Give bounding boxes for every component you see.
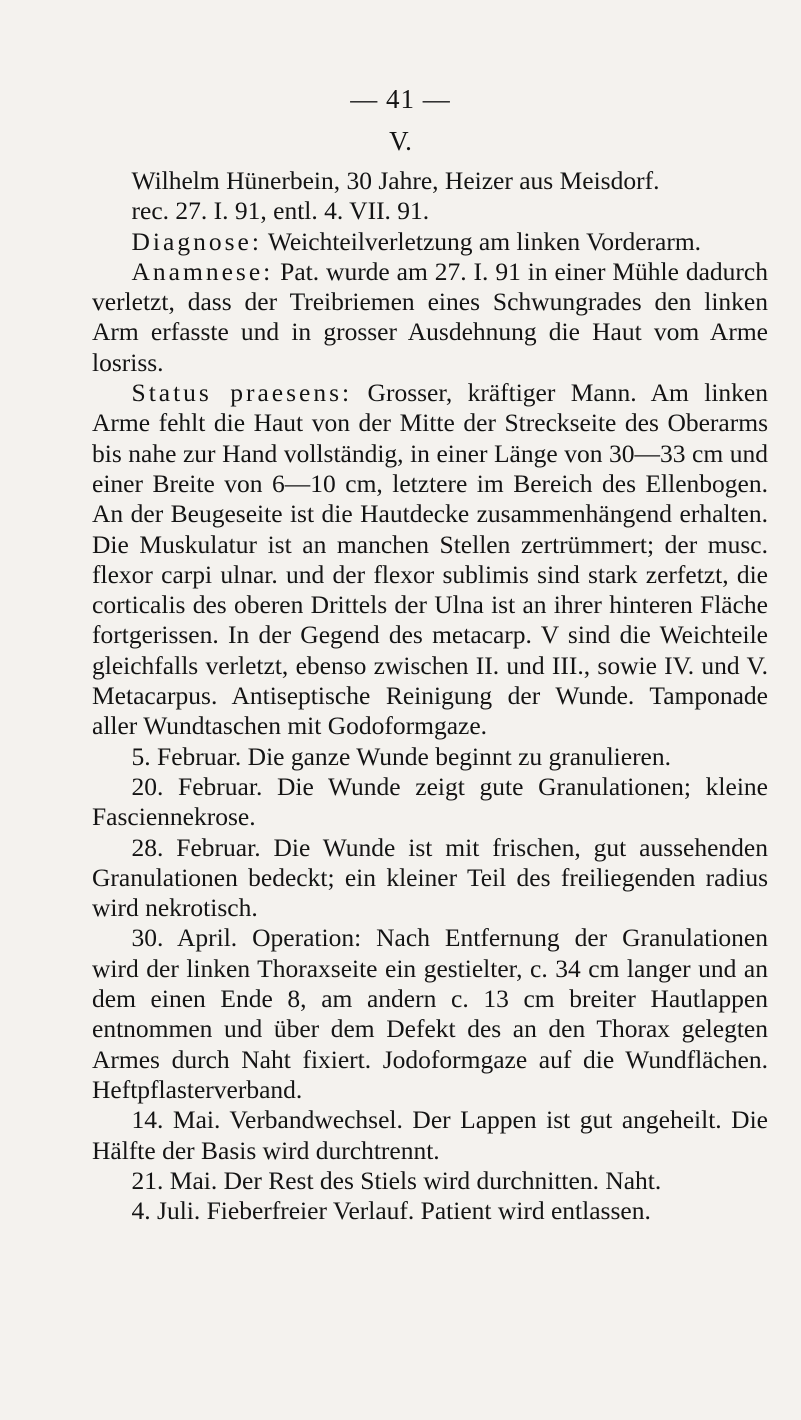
page-number: — 41 — [350, 84, 451, 114]
admission-line: rec. 27. I. 91, entl. 4. VII. 91. [131, 196, 430, 226]
entry-may-21: 21. Mai. Der Rest des Stiels wird durchnitten. Naht. [131, 1165, 662, 1195]
entry-feb-28: 28. Februar. Die Wunde ist mit frischen, gut aussehenden Granulationen bedeckt; ein kleiner Teil des freiliegenden radius wird nekrotisch. [92, 832, 768, 923]
entry-feb-5: 5. Februar. Die ganze Wunde beginnt zu granulieren. [131, 741, 671, 771]
entry-jul-4: 4. Juli. Fieberfreier Verlauf. Patient wird entlassen. [131, 1196, 651, 1226]
entry-feb-20: 20. Februar. Die Wunde zeigt gute Granulationen; kleine Fasciennekrose. [92, 771, 768, 832]
anamnesis-paragraph: Anamnese: Pat. wurde am 27. I. 91 in einer Mühle dadurch verletzt, dass der Treibriemen eines Schwungrades den linken Arm erfasste und in grosser Ausdehnung die Haut vom Arme losriss. [92, 256, 768, 377]
section-label: Diagnose: [131, 226, 262, 256]
section-label: Anamnese: [131, 256, 274, 286]
section-label: Status praesens: [131, 378, 353, 408]
chapter-heading: V. [389, 126, 412, 156]
status-paragraph: Status praesens: Grosser, kräftiger Mann. Am linken Arme fehlt die Haut von der Mitte der Streckseite des Oberarms bis nahe zur Hand vollständig, in einer Länge von 30—33 cm und einer Breite von 6—10 cm, letztere im Bereich des Ellenbogen. An der Beugeseite ist die Hautdecke zusammenhängend erhalten. Die Muskulatur ist an manchen Stellen zertrümmert; der musc. flexor carpi ulnar. und der flexor sublimis sind stark zerfetzt, die corticalis des oberen Drittels der Ulna ist an ihrer hinteren Fläche fortgerissen. In der Gegend des metacarp. V sind die Weichteile gleichfalls verletzt, ebenso zwischen II. und III., sowie IV. und V. Metacarpus. Antiseptische Reinigung der Wunde. Tamponade aller Wundtaschen mit Godoformgaze. [92, 378, 768, 741]
case-report-body [92, 166, 768, 1226]
diagnosis-paragraph: Diagnose: Weichteilverletzung am linken Vorderarm. [131, 226, 702, 256]
entry-may-14: 14. Mai. Verbandwechsel. Der Lappen ist gut angeheilt. Die Hälfte der Basis wird durchtrennt. [92, 1105, 768, 1165]
patient-line: Wilhelm Hünerbein, 30 Jahre, Heizer aus Meisdorf. [131, 166, 660, 195]
entry-apr-30: 30. April. Operation: Nach Entfernung der Granulationen wird der linken Thoraxseite ein gestielter, c. 34 cm langer und an dem einen Ende 8, am andern c. 13 cm breiter Hautlappen entnommen und über dem Defekt des an den Thorax gelegten Armes durch Naht fixiert. Jodoformgaze auf die Wundflächen. Heftpflasterverband. [92, 923, 768, 1104]
